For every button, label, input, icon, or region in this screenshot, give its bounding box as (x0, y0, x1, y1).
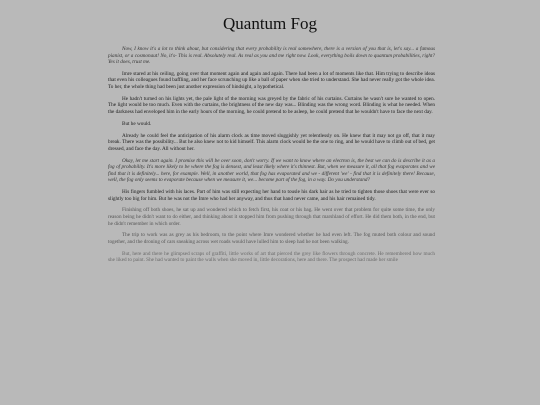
paragraph: Imre stared at his ceiling, going over that moment again and again and again. There had been a lot of moments like that. Him trying to describe ideas that even his colleagues found baffling, and her face scrunching up like a ball of paper when she tried to understand. She had never really got the whole idea. To her, the whole thing had been just another expression of hindsight, a hypothetical. (108, 70, 435, 91)
paragraph: Okay, let me start again. I promise this will be over soon, don't worry. If we want to know where an electron is, the best we can do is describe it as a fog of probability. It's more likely to be where the fog is densest, and least likely where it's thinnest. But, when we measure it, all that fog evaporates and we find that it is definitely... here, for example. Well, in another world, that fog has evaporated and we - different 'we' - find that it is definitely there! Because, well, the fog only seems to evaporate because when we measure it, we... become part of the fog, in a way. Do you understand? (108, 157, 435, 184)
paragraph: Now, I know it's a lot to think about, but considering that every probability is real somewhere, there is a version of you that is, let's say... a famous pianist, or a cosmonaut! No, it's- This is real. Absolutely real. As real as you and me right now. Look, everything boils down to quantum probabilities, right? Yes it does, trust me. (108, 46, 435, 66)
paragraph: His fingers fumbled with his laces. Part of him was still expecting her hand to tousle his dark hair as he tried to tighten those shoes that were ever so slightly too big for him. But he was not the Imre who had her anyway, and thus that hand never came, and his hair remained tidy. (108, 189, 435, 202)
paragraph: But he would. (122, 120, 152, 127)
paragraph: He hadn't turned on his lights yet, the pale light of the morning was greyed by the fabric of his curtains. Curtains he wasn't sure he wanted to open. The light would be too much. Even with the curtains, the brightness of the new day was... Blinding was the wrong word. Blinding is what he needed. When the darkness had enveloped him in the early hours of the morning, he could pretend to be asleep, he could pretend that he wouldn't have to face the next day. (108, 95, 435, 115)
paragraph: But, here and there he glimpsed scraps of graffiti, little works of art that pierced the grey like flowers through concrete. He remembered how much she liked to paint. She had wanted to paint the walls when she moved in, little decorations, here and there. The prospect had made her smile (108, 250, 435, 264)
paragraph: Already he could feel the anticipation of his alarm clock as time moved sluggishly yet relentlessly on. He knew that it may not go off, that it may break. There was the possibility... But he also knew not to kid himself. This alarm clock would be the one to ring, and he would have to climb out of bed, get dressed, and face the day. All without her. (108, 132, 435, 152)
paragraph: The trip to work was as grey as his bedroom, to the point where Imre wondered whether he had even left. The fog muted both colour and sound together, and the droning of cars sneaking across wet roads would have lulled him to sleep had he not been walking. (108, 232, 435, 245)
document-title: Quantum Fog (223, 14, 317, 33)
document-body (108, 46, 435, 269)
paragraph: Finishing off both shoes, he sat up and wondered which to fetch first, his coat or his bag. He went over that problem for quite some time, the only reason being he didn't want to do either, and thinking about it stopped him from pushing through that marshland of effort. He did them both, in the end, but he didn't remember in which order. (108, 207, 435, 227)
